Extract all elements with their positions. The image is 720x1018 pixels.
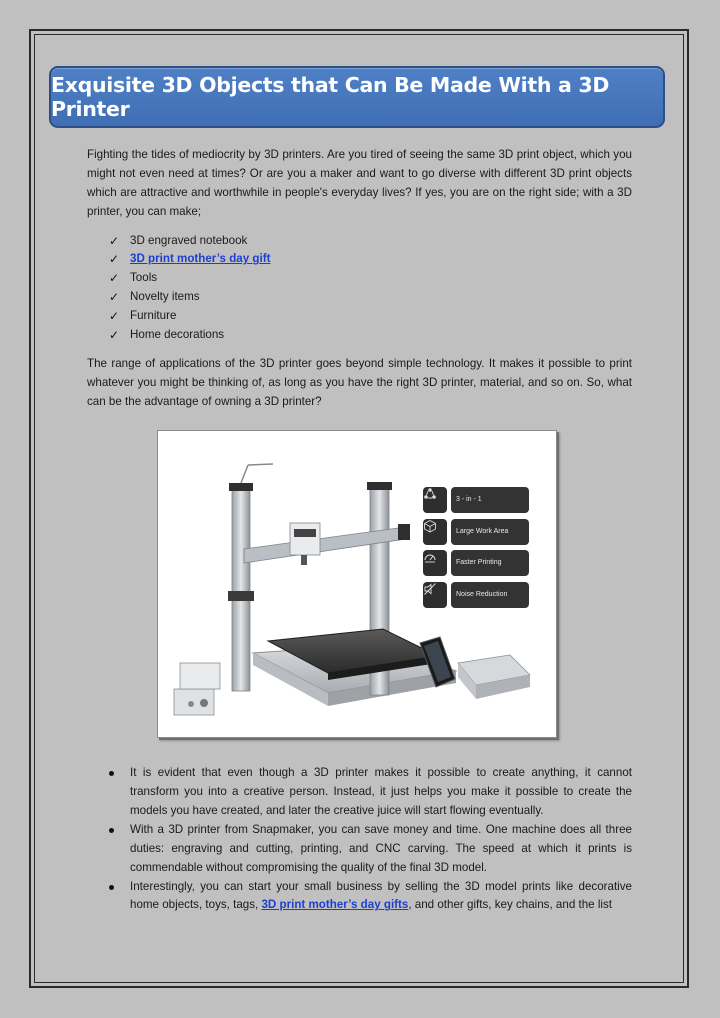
feature-item (423, 582, 529, 608)
printer-product-image (157, 430, 557, 738)
feature-item (423, 550, 529, 576)
bullet-text: With a 3D printer from Snapmaker, you can save money and time. One machine does all three duties: engraving and cutting, printing, and CNC carving. The speed at which it prints is commendable without compromising the quality of the final 3D model. (130, 822, 632, 874)
feature-item (423, 519, 529, 545)
list-item (109, 764, 632, 821)
page-title: Exquisite 3D Objects that Can Be Made With a 3D Printer (51, 73, 610, 121)
feature-item (423, 487, 529, 513)
cube-icon (423, 519, 447, 545)
speed-icon (423, 550, 447, 576)
list-item (109, 326, 632, 345)
mute-icon (423, 582, 447, 608)
check-mark-icon: ✓ (109, 327, 120, 342)
check-mark-icon: ✓ (109, 271, 120, 286)
feature-label: Noise Reduction (451, 582, 529, 608)
check-mark-icon: ✓ (109, 290, 120, 305)
article-body (87, 146, 632, 915)
list-item (109, 821, 632, 878)
list-item (109, 307, 632, 326)
three-in-one-icon (423, 487, 447, 513)
check-mark-icon: ✓ (109, 233, 120, 248)
bullet-dot-icon (109, 828, 114, 833)
intro-paragraph: Fighting the tides of mediocrity by 3D printers. Are you tired of seeing the same 3D print object, which you might not even need at times? Or are you a maker and want to go diverse with different 3D print objects which are attractive and worthwhile in people's everyday lives? If yes, you are on the right side; with a 3D printer, you can make; (87, 148, 632, 218)
list-item (109, 232, 632, 251)
list-item-text: Tools (130, 271, 158, 285)
list-item (109, 878, 632, 916)
list-item-text: Novelty items (130, 290, 200, 304)
feature-label: Large Work Area (451, 519, 529, 545)
checklist (87, 232, 632, 345)
bullet-text: It is evident that even though a 3D printer makes it possible to create anything, it cannot transform you into a creative person. Instead, it just helps you make it possible to create the models you have created, and later the creative juice will start flowing eventually. (130, 766, 632, 817)
mothers-day-gift-link[interactable]: 3D print mother’s day gift (130, 252, 271, 266)
check-mark-icon: ✓ (109, 252, 120, 267)
title-banner (49, 66, 665, 128)
list-item (109, 288, 632, 307)
bullet-text: , and other gifts, key chains, and the list (408, 898, 612, 912)
mothers-day-gifts-link[interactable]: 3D print mother’s day gifts (261, 898, 409, 912)
list-item-text: Home decorations (130, 327, 225, 341)
bullet-text: Interestingly, you can start your small business by selling the 3D model prints like decorative home objects, toys, tags, (130, 879, 632, 912)
list-item (109, 269, 632, 288)
feature-list (423, 487, 529, 613)
advantages-list (87, 764, 632, 915)
list-item-text: Furniture (130, 308, 177, 322)
check-mark-icon: ✓ (109, 308, 120, 323)
bullet-dot-icon (109, 771, 114, 776)
list-item-text: 3D engraved notebook (130, 233, 248, 247)
second-paragraph: The range of applications of the 3D printer goes beyond simple technology. It makes it possible to print whatever you might be thinking of, as long as you have the right 3D printer, material, and so on. So, what can be the advantage of owning a 3D printer? (87, 357, 632, 409)
feature-label: Faster Printing (451, 550, 529, 576)
feature-label: 3 - in - 1 (451, 487, 529, 513)
list-item (109, 250, 632, 269)
bullet-dot-icon (109, 885, 114, 890)
